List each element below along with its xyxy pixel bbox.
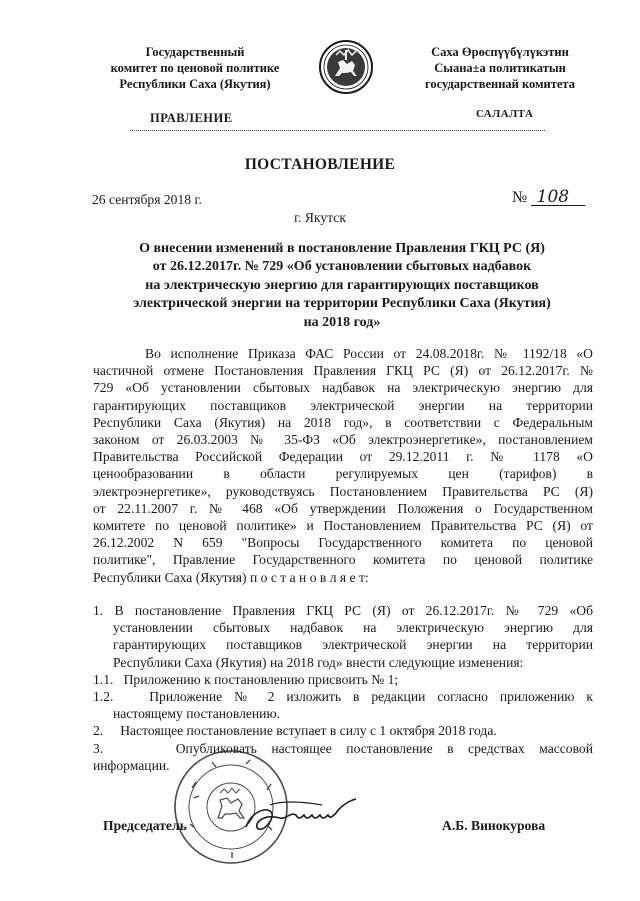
item-1-line-2: установлении сбытовых надбавок на электрическую энергию для: [113, 620, 593, 636]
preamble-line-2: частичной отмене Постановления Правления ГКЦ РС (Я) от 26.12.2017г. №: [93, 363, 593, 379]
operative-items: [93, 602, 593, 774]
number-label: №: [512, 189, 528, 206]
preamble-line-7: Правительства Российской Федерации от 29.12.2011 г. № 1178 «О: [93, 449, 593, 465]
preamble-line-6: законом от 26.03.2003 № 35-ФЗ «Об электроэнергетике», постановлением: [93, 432, 593, 448]
item-3-line-1: 3. Опубликовать настоящее постановление в средствах массовой: [93, 740, 593, 756]
subject-line-5: на 2018 год»: [303, 314, 381, 330]
preamble: [93, 345, 593, 586]
preamble-line-12: 26.12.2002 N 659 "Вопросы Государственного комитета по ценовой: [93, 535, 593, 551]
item-1-2-line-2: настоящему постановлению.: [113, 706, 281, 722]
issuer-left: [80, 44, 310, 92]
issuer-right: [395, 44, 605, 92]
document-subject: [92, 240, 592, 332]
issuer-right-line-2: Сыана±а политикатын: [434, 61, 566, 75]
item-3: [93, 740, 593, 774]
signatory-name: А.Б. Винокурова: [442, 818, 546, 833]
item-1-2-line-1: 1.2. Приложение № 2 изложить в редакции согласно приложению к: [93, 689, 593, 705]
issuer-left-line-1: Государственный: [145, 45, 245, 59]
header-divider: [130, 130, 545, 131]
issuer-left-line-2: комитет по ценовой политике: [110, 61, 280, 75]
handwritten-signature: [240, 793, 360, 843]
number-value: 108: [531, 189, 585, 206]
issuer-right-line-1: Саха Өрөспүүбүлүкэтин: [431, 45, 569, 59]
item-1-line-4: Республики Саха (Якутия) на 2018 год» внести следующие изменения:: [113, 654, 524, 670]
preamble-line-5: Республики Саха (Якутия) на 2018 год», в соответствии с Федеральным: [93, 414, 593, 430]
item-1-1: 1.1. Приложению к постановлению присвоить № 1;: [93, 671, 399, 687]
preamble-line-14: [93, 569, 593, 586]
emblem-icon: [318, 38, 374, 96]
subject-line-1: О внесении изменений в постановление Правления ГКЦ РС (Я): [139, 241, 545, 256]
preamble-line-10: от 22.11.2007 г. № 468 «Об утверждении Положения о Государственном: [93, 500, 593, 516]
resolves-word: п о с т а н о в л я е т:: [249, 569, 369, 585]
preamble-line-4: гарантирующих поставщиков электрической энергии на территории: [93, 397, 593, 413]
item-2: 2. Настоящее постановление вступает в силу с 1 октября 2018 года.: [93, 723, 497, 739]
subject-line-3: на электрическую энергию для гарантирующих поставщиков: [145, 277, 539, 293]
item-3-line-2: информации.: [93, 757, 170, 773]
issuer-left-line-3: Республики Саха (Якутия): [119, 77, 271, 91]
item-1: [93, 602, 593, 671]
document-date: 26 сентября 2018 г.: [92, 192, 202, 207]
issuer-right-line-3: государственнай комитета: [425, 77, 575, 91]
signatory-position: Председатель: [103, 818, 187, 833]
department-left: ПРАВЛЕНИЕ: [150, 111, 233, 125]
document-type: ПОСТАНОВЛЕНИЕ: [244, 156, 396, 173]
preamble-line-9: электроэнергетике», руководствуясь Постановлением Правительства РС (Я): [93, 483, 593, 499]
preamble-line-1: Во исполнение Приказа ФАС России от 24.08.2018г. № 1192/18 «О: [145, 346, 593, 361]
preamble-line-3: 729 «Об установлении сбытовых надбавок на электрическую энергию для: [93, 380, 593, 396]
preamble-line-11: комитете по ценовой политике» и Постановлением Правительства РС (Я) от: [93, 518, 593, 534]
subject-line-4: электрической энергии на территории Республики Саха (Якутия): [133, 296, 551, 312]
subject-line-2: от 26.12.2017г. № 729 «Об установлении сбытовых надбавок: [152, 259, 532, 275]
document-city: г. Якутск: [294, 210, 346, 225]
item-1-line-3: гарантирующих поставщиков электрической энергии на территории: [113, 637, 593, 653]
preamble-end: Республики Саха (Якутия): [93, 569, 247, 585]
item-1-2: [93, 688, 593, 722]
preamble-line-13: политике", Правление Государственного комитета по ценовой политике: [93, 552, 593, 568]
document-number: [512, 189, 585, 206]
item-1-line-1: 1. В постановление Правления ГКЦ РС (Я) от 26.12.2017г. № 729 «Об: [93, 603, 593, 618]
preamble-line-8: ценообразовании в области регулируемых цен (тарифов) в: [93, 466, 593, 482]
department-right: САЛАЛТА: [476, 108, 534, 120]
